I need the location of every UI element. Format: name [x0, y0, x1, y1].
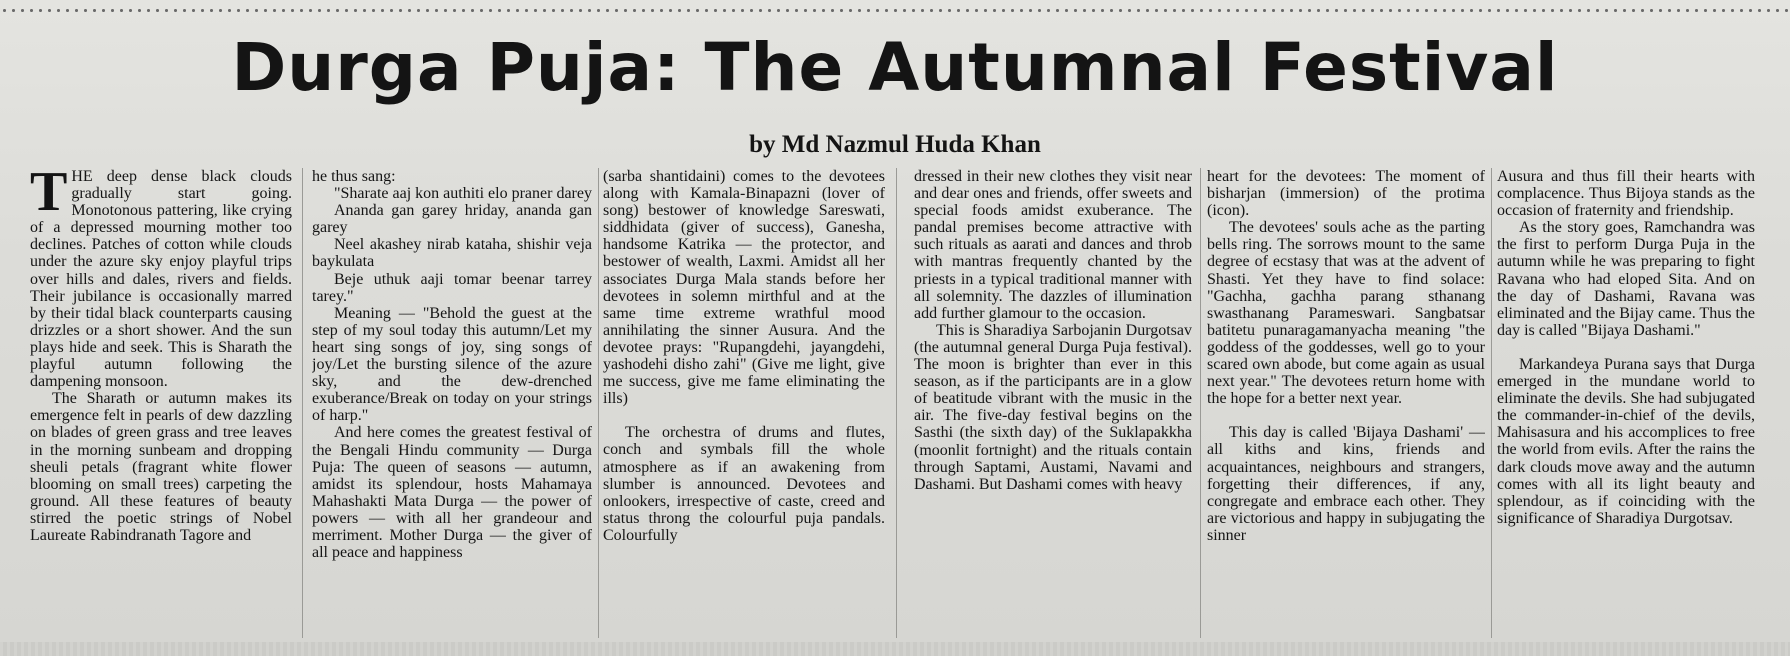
drop-cap: T	[30, 168, 68, 223]
byline: by Md Nazmul Huda Khan	[749, 131, 1041, 158]
article-column-6	[1497, 168, 1755, 638]
song-line: Ananda gan garey hriday, ananda gan garey	[312, 202, 592, 237]
song-line: "Sharate aaj kon authiti elo praner darey	[334, 185, 592, 203]
paragraph: This is Sharadiya Sarbojanin Durgotsav (the autumnal general Durga Puja festival). The moon is brighter than ever in this season, as if the participants are in a glow of beatitude vibrant with the music in the air. The five-day festival begins on the Sasthi (the sixth day) of the Suklapakkha (moonlit fortnight) and the rituals contain through Saptami, Austami, Navami and Dashami. But Dashami comes with heavy	[914, 321, 1192, 493]
paragraph: heart for the devotees: The moment of bisharjan (immersion) of the protima (icon).	[1207, 168, 1485, 220]
paragraph: Markandeya Purana says that Durga emerged in the mundane world to eliminate the devils. She had subjugated the commander-in-chief of the devils, Mahisasura and his accomplices to free the world from evils. After the rains the dark clouds move away and the autumn comes with all its light beauty and splendour, as if coinciding with the significance of Sharadiya Durgotsav.	[1497, 355, 1755, 527]
column-divider	[1491, 168, 1492, 638]
paragraph: As the story goes, Ramchandra was the first to perform Durga Puja in the autumn while he was preparing to fight Ravana who had eloped Sita. And on the day of Dashami, Ravana was eliminated and the Bijay came. Thus the day is called "Bijaya Dashami."	[1497, 219, 1755, 339]
paragraph: he thus sang:	[312, 168, 396, 185]
article-column-2	[312, 168, 592, 638]
column-divider	[1200, 168, 1201, 638]
song-line: Neel akashey nirab kataha, shishir veja baykulata	[312, 236, 592, 271]
paragraph: Meaning — "Behold the guest at the step of my soul today this autumn/Let my heart sing songs of joy, sing songs of joy/Let the bursting silence of the azure sky, and the dew-drenched exuberance/Break on today on your strings of harp."	[312, 304, 592, 425]
paragraph: This day is called 'Bijaya Dashami' — all kiths and kins, friends and acquaintances, neighbours and strangers, forgetting their differences, if any, congregate and embrace each other. They are victorious and happy in subjugating the sinner	[1207, 424, 1485, 544]
paragraph: The orchestra of drums and flutes, conch and symbals fill the whole atmosphere as if an awakening from slumber is announced. Devotees and onlookers, irrespective of caste, creed and status throng the colourful puja pandals. Colourfully	[603, 424, 885, 544]
paragraph	[30, 168, 292, 390]
paragraph: The devotees' souls ache as the parting bells ring. The sorrows mount to the same degree of ecstasy that was at the advent of Shasti. Yet they have to find solace: "Gachha, gachha parang sthanang swasthanang Parameswari. Sangbatsar batitetu punaragamanyacha meaning "the goddess of the goddesses, well go to your scared own abode, but come again as usual next year." The devotees return home with the hope for a better next year.	[1207, 219, 1485, 408]
song-line: Beje uthuk aaji tomar beenar tarrey tarey."	[312, 270, 592, 305]
paragraph: (sarba shantidaini) comes to the devotees along with Kamala-Binapazni (lover of song) bestower of knowledge Sareswati, siddhidata (giver of success), Ganesha, handsome Katrika — the protector, and bestower of wealth, Laxmi. Amidst all her associates Durga Mala stands before her devotees in solemn mirthful and at the same time extreme wrathful mood annihilating the sinner Ausura. And the devotee prays: "Rupangdehi, jayangdehi, yashodehi disho zahi" (Give me light, give me success, give me fame eliminating the ills)	[603, 168, 885, 408]
article-column-4	[914, 168, 1192, 638]
paragraph: Ausura and thus fill their hearts with complacence. Thus Bijoya stands as the occasion of fraternity and friendship.	[1497, 168, 1755, 220]
paragraph-text: HE deep dense black clouds gradually start going. Monotonous pattering, like crying of a depressed mourning mother too declines. Patches of cotton while clouds under the azure sky enjoy playful trips over hills and dales, rivers and fields. Their jubilance is occasionally marred by their tidal black counterparts causing drizzles or a short shower. And the sun plays hide and seek. This is Sharath the playful autumn following the dampening monsoon.	[30, 168, 292, 391]
paragraph: And here comes the greatest festival of the Bengali Hindu community — Durga Puja: The queen of seasons — autumn, amidst its splendour, hosts Mahamaya Mahashakti Mata Durga — the power of powers — with all her grandeour and merriment. Mother Durga — the giver of all peace and happiness	[312, 424, 592, 562]
article-column-3	[603, 168, 885, 638]
torn-bottom-edge	[0, 642, 1790, 656]
paragraph: The Sharath or autumn makes its emergence felt in pearls of dew dazzling on blades of green grass and tree leaves in the morning sunbeam and dropping sheuli petals (fragrant white flower blooming on small trees) carpeting the ground. All these features of beauty stirred the poetic strings of Nobel Laureate Rabindranath Tagore and	[30, 390, 292, 544]
article-column-5	[1207, 168, 1485, 638]
paragraph: dressed in their new clothes they visit near and dear ones and friends, offer sweets and special foods amidst exuberance. The pandal premises become attractive with such rituals as aarati and dances and throb with mantras frequently chanted by the priests in a typical traditional manner with all solemnity. The dazzles of illumination add further glamour to the occasion.	[914, 168, 1192, 322]
column-divider	[598, 168, 599, 638]
headline: Durga Puja: The Autumnal Festival	[231, 29, 1559, 106]
dotted-rule	[0, 4, 1790, 18]
column-divider	[302, 168, 303, 638]
article-column-1	[30, 168, 292, 638]
column-divider	[896, 168, 897, 638]
